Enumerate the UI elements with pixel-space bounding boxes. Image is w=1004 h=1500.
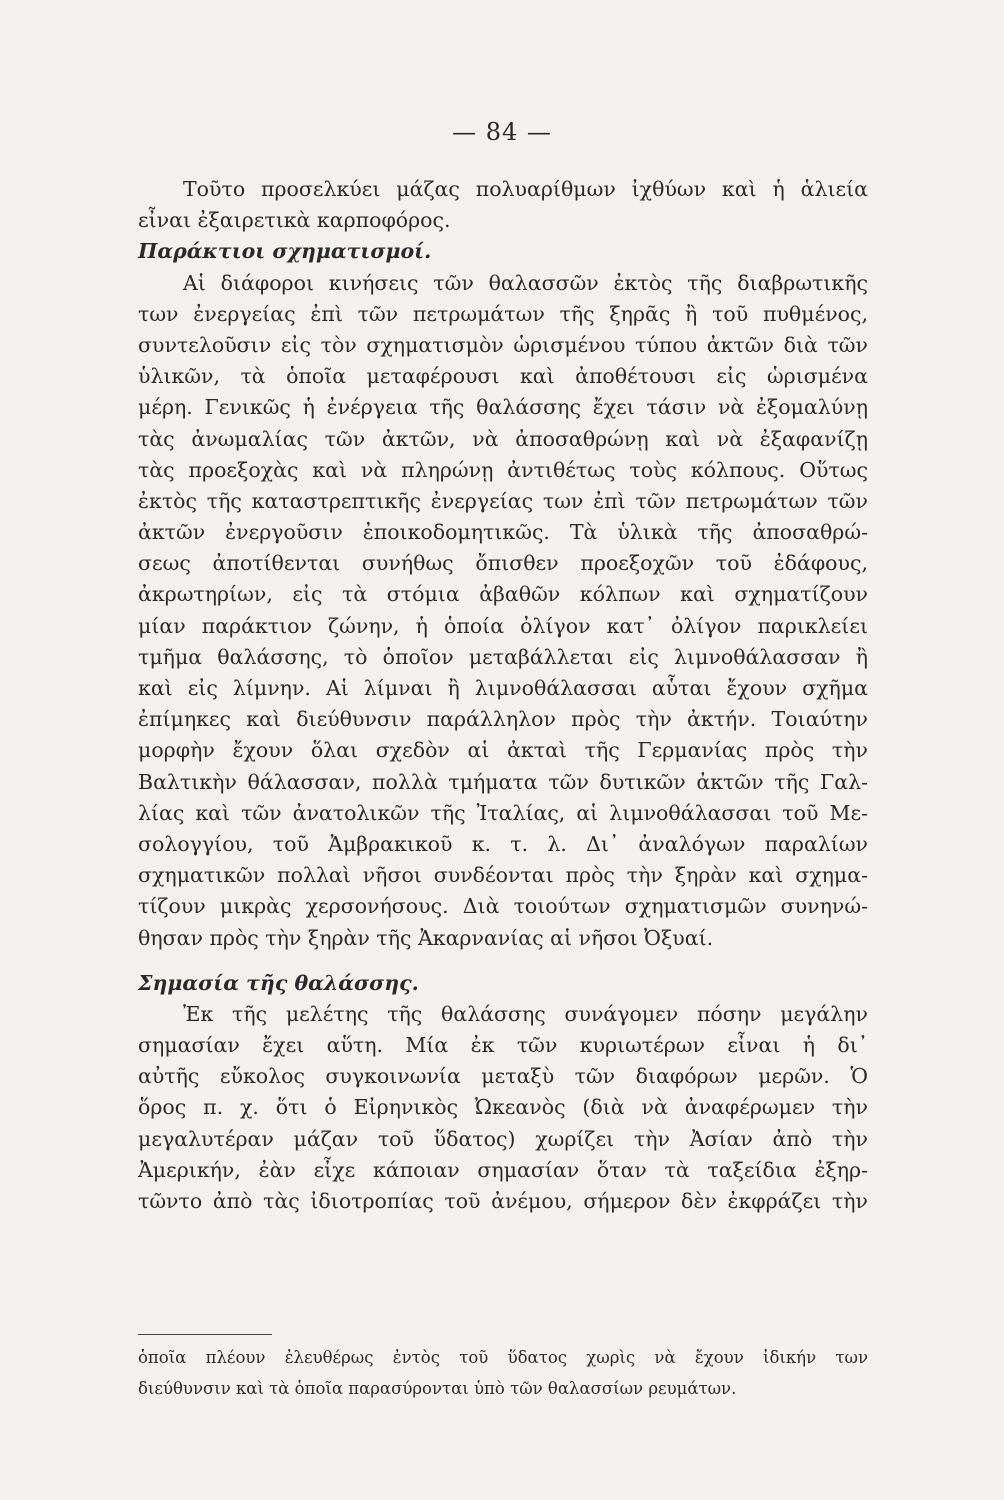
footnote-divider (138, 1334, 272, 1335)
text-line: λίας καὶ τῶν ἀνατολικῶν τῆς Ἰταλίας, αἱ λιμνοθάλασσαι τοῦ Με- (138, 800, 868, 825)
text-line: τμῆμα θαλάσσης, τὸ ὁποῖον μεταβάλλεται εἰς λιμνοθάλασσαν ἢ (138, 644, 868, 669)
text-line: Τοῦτο προσελκύει μάζας πολυαρίθμων ἰχθύων καὶ ἡ ἁλιεία (183, 177, 868, 201)
text-line: ἐκτὸς τῆς καταστρεπτικῆς ἐνεργείας των ἐπὶ τῶν πετρωμάτων τῶν (138, 488, 868, 513)
text-line: τὰς προεξοχὰς καὶ νὰ πληρώνῃ ἀντιθέτως τοὺς κόλπους. Οὕτως (138, 457, 868, 482)
text-line: μίαν παράκτιον ζώνην, ἡ ὁποία ὀλίγον κατ᾿ ὀλίγον παρικλείει (138, 613, 868, 638)
text-line: τίζουν μικρὰς χερσονήσους. Διὰ τοιούτων σχηματισμῶν συνηνώ- (138, 894, 868, 919)
text-line: τῶντο ἀπὸ τὰς ἰδιοτροπίας τοῦ ἀνέμου, σήμερον δὲν ἐκφράζει τὴν (138, 1189, 868, 1213)
text-line: μορφὴν ἔχουν ὅλαι σχεδὸν αἱ ἀκταὶ τῆς Γερμανίας πρὸς τὴν (138, 738, 868, 763)
text-line: ἐπίμηκες καὶ διεύθυνσιν παράλληλον πρὸς τὴν ἀκτήν. Τοιαύτην (138, 707, 868, 732)
text-line: μεγαλυτέραν μάζαν τοῦ ὕδατος) χωρίζει τὴν Ἀσίαν ἀπὸ τὴν (138, 1126, 868, 1151)
text-line: σολογγίου, τοῦ Ἀμβρακικοῦ κ. τ. λ. Δι᾿ ἀναλόγων παραλίων (138, 831, 868, 856)
text-line: αὐτῆς εὔκολος συγκοινωνία μεταξὺ τῶν διαφόρων μερῶν. Ὁ (138, 1064, 868, 1089)
text-line: ὅρος π. χ. ὅτι ὁ Εἰρηνικὸς Ὠκεανὸς (διὰ νὰ ἀναφέρωμεν τὴν (138, 1095, 868, 1120)
text-line: σημασίαν ἔχει αὕτη. Μία ἐκ τῶν κυριωτέρων εἶναι ἡ δι᾿ (138, 1033, 868, 1058)
text-line: Βαλτικὴν θάλασσαν, πολλὰ τμήματα τῶν δυτικῶν ἀκτῶν τῆς Γαλ- (138, 769, 868, 794)
footnote-line: ὁποῖα πλέουν ἐλευθέρως ἐντὸς τοῦ ὕδατος χωρὶς νὰ ἔχουν ἰδικήν των (138, 1348, 868, 1367)
body-text (138, 174, 868, 1217)
text-line: τὰς ἀνωμαλίας τῶν ἀκτῶν, νὰ ἀποσαθρώνῃ καὶ νὰ ἐξαφανίζῃ (138, 426, 868, 451)
text-line: σχηματικῶν πολλαὶ νῆσοι συνδέονται πρὸς τὴν ξηρὰν καὶ σχημα- (138, 863, 868, 888)
text-line: Ἀμερικήν, ἐὰν εἶχε κάποιαν σημασίαν ὅταν τὰ ταξείδια ἐξηρ- (138, 1157, 868, 1182)
text-line: Αἱ διάφοροι κινήσεις τῶν θαλασσῶν ἐκτὸς τῆς διαβρωτικῆς (183, 270, 868, 295)
text-line: συντελοῦσιν εἰς τὸν σχηματισμὸν ὡρισμένου τύπου ἀκτῶν διὰ τῶν (138, 332, 868, 357)
text-line: θησαν πρὸς τὴν ξηρὰν τῆς Ἀκαρνανίας αἱ νῆσοι Ὀξυαί. (138, 925, 714, 950)
text-line: ἀκτῶν ἐνεργοῦσιν ἐποικοδομητικῶς. Τὰ ὑλικὰ τῆς ἀποσαθρώ- (138, 520, 868, 545)
text-line: καὶ εἰς λίμνην. Αἱ λίμναι ἢ λιμνοθάλασσαι αὗται ἔχουν σχῆμα (138, 676, 868, 700)
text-line: των ἐνεργείας ἐπὶ τῶν πετρωμάτων τῆς ξηρᾶς ἢ τοῦ πυθμένος, (138, 301, 868, 326)
section-heading-importance-of-sea: Σημασία τῆς θαλάσσης. (138, 970, 419, 995)
footnote-line: διεύθυνσιν καὶ τὰ ὁποῖα παρασύρονται ὑπὸ τῶν θαλασσίων ρευμάτων. (138, 1379, 737, 1399)
text-line: εἶναι ἐξαιρετικὰ καρποφόρος. (138, 208, 451, 233)
text-line: Ἐκ τῆς μελέτης τῆς θαλάσσης συνάγομεν πόσην μεγάλην (183, 1001, 868, 1026)
text-line: ἀκρωτηρίων, εἰς τὰ στόμια ἀβαθῶν κόλπων καὶ σχηματίζουν (138, 582, 868, 607)
page-number: — 84 — (452, 118, 552, 146)
text-line: ὑλικῶν, τὰ ὁποῖα μεταφέρουσι καὶ ἀποθέτουσι εἰς ὡρισμένα (138, 364, 868, 389)
text-line: σεως ἀποτίθενται συνήθως ὄπισθεν προεξοχῶν τοῦ ἐδάφους, (138, 551, 868, 576)
text-line: μέρη. Γενικῶς ἡ ἐνέργεια τῆς θαλάσσης ἔχει τάσιν νὰ ἐξομαλύνῃ (138, 395, 868, 420)
footnote (138, 1344, 868, 1406)
section-heading-coastal-formations: Παράκτιοι σχηματισμοί. (138, 239, 432, 264)
